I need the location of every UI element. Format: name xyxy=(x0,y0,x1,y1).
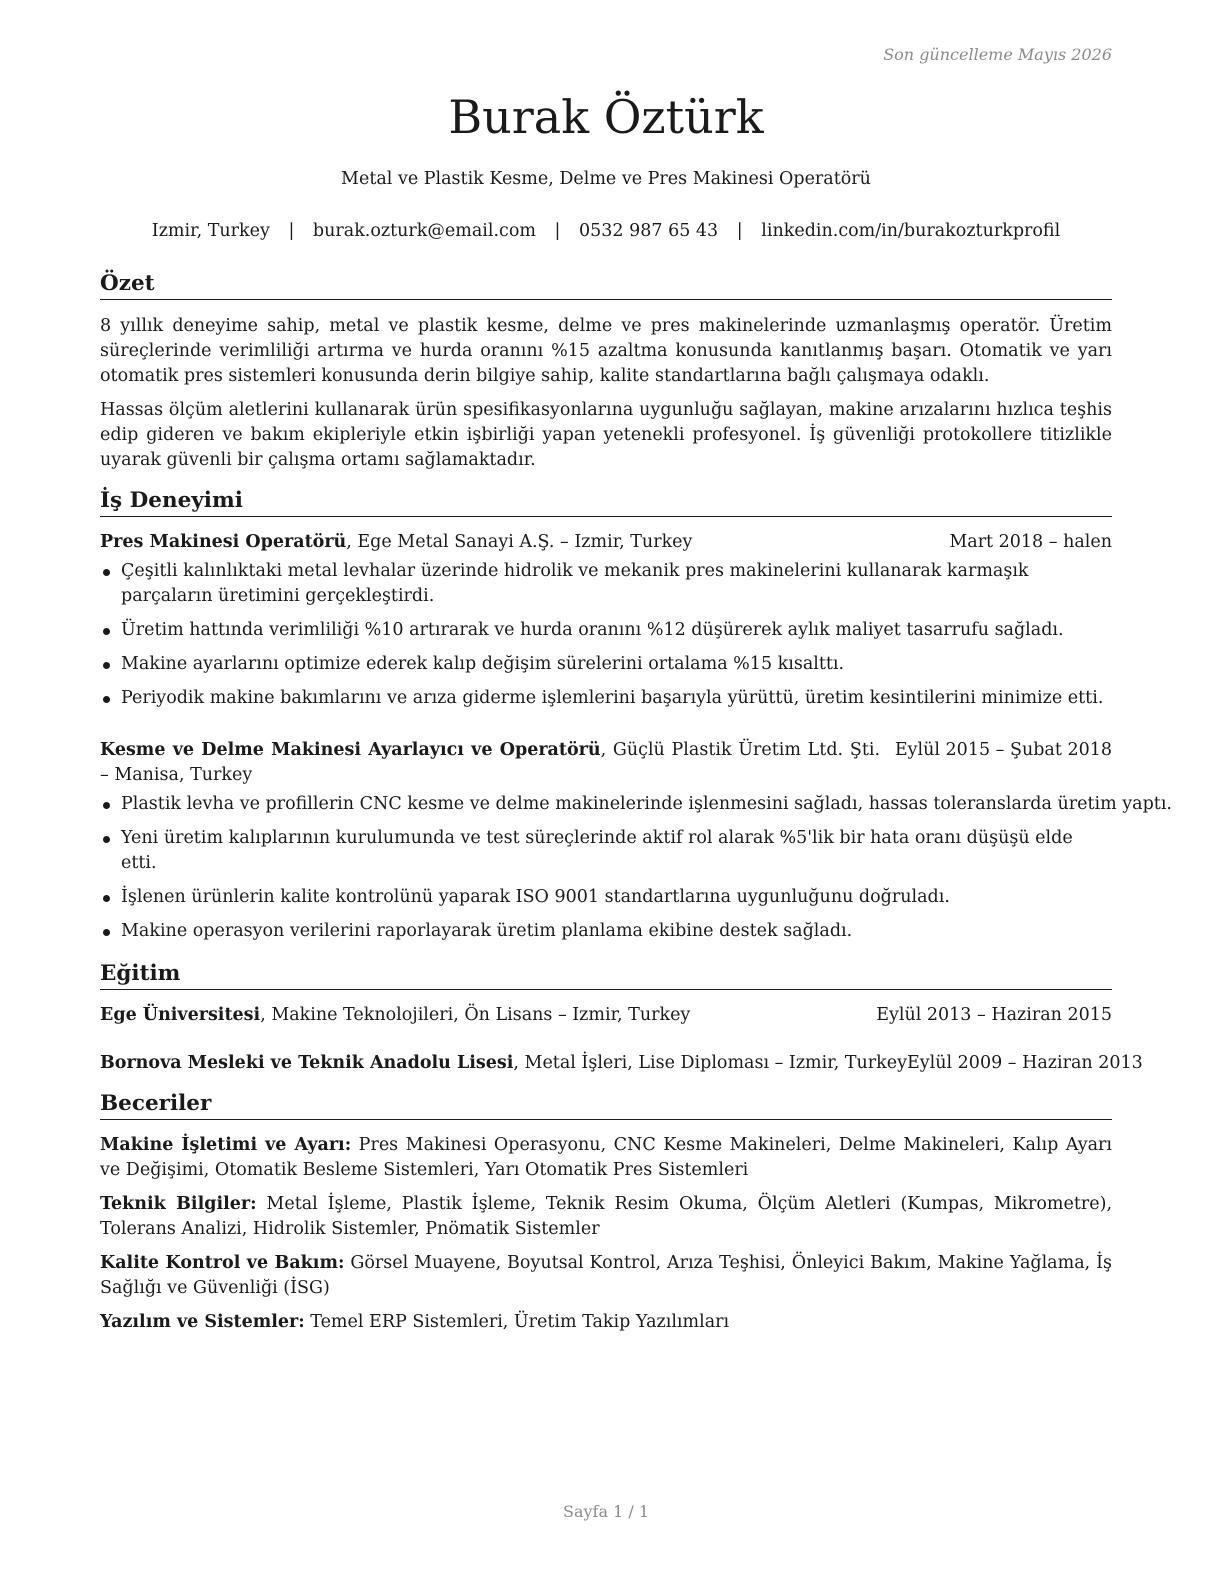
school-details: , Metal İşleri, Lise Diploması – Izmir, Turkey xyxy=(513,1053,907,1073)
education-heading xyxy=(100,1051,907,1076)
contact-phone: 0532 987 65 43 xyxy=(579,221,719,241)
skill-text: Pres Makinesi Operasyonu, CNC Kesme Makineleri, Delme Makineleri, Kalıp Ayarı ve Değişimi, Otomatik Besleme Sistemleri, Yarı Otomatik Pres Sistemleri xyxy=(100,1135,1112,1180)
resume-content xyxy=(100,270,1172,1335)
list-item xyxy=(100,919,1112,944)
job-header xyxy=(100,738,1112,788)
section-title-experience: İş Deneyimi xyxy=(100,487,1112,517)
candidate-name: Burak Öztürk xyxy=(448,90,764,144)
contact-email[interactable]: burak.ozturk@email.com xyxy=(312,221,536,241)
bullet-text: Periyodik makine bakımlarını ve arıza giderme işlemlerini başarıyla yürüttü, üretim kesintilerini minimize etti. xyxy=(121,688,1104,708)
bullet-icon xyxy=(103,628,110,635)
bullet-icon xyxy=(103,696,110,703)
skill-text: Görsel Muayene, Boyutsal Kontrol, Arıza Teşhisi, Önleyici Bakım, Makine Yağlama, İş Sağlığı ve Güvenliği (İSG) xyxy=(100,1253,1113,1298)
bullet-icon xyxy=(103,802,110,809)
bullet-text: Makine ayarlarını optimize ederek kalıp değişim sürelerini ortalama %15 kısalttı. xyxy=(121,654,845,674)
skill-label: Makine İşletimi ve Ayarı: xyxy=(100,1135,352,1155)
contact-separator: | xyxy=(288,221,295,241)
contact-separator: | xyxy=(554,221,561,241)
school-name: Ege Üniversitesi xyxy=(100,1005,261,1025)
list-item xyxy=(100,826,1112,876)
list-item xyxy=(100,618,1112,643)
list-item xyxy=(100,792,1172,817)
education-heading xyxy=(100,1003,690,1028)
section-title-skills: Beceriler xyxy=(100,1090,1112,1120)
job-dates: Mart 2018 – halen xyxy=(949,532,1112,552)
education-item xyxy=(100,1003,1112,1028)
bullet-icon xyxy=(103,929,110,936)
list-item xyxy=(100,559,1112,609)
job-company: , Ege Metal Sanayi A.Ş. – Izmir, Turkey xyxy=(346,532,693,552)
bullet-icon xyxy=(103,569,110,576)
contact-location: Izmir, Turkey xyxy=(151,221,270,241)
bullet-text: Plastik levha ve profillerin CNC kesme ve delme makinelerinde işlenmesini sağladı, hassas toleranslarda üretim yaptı. xyxy=(121,794,1172,814)
list-item xyxy=(100,686,1112,711)
page-number: Sayfa 1 / 1 xyxy=(562,1502,649,1521)
bullet-icon xyxy=(103,662,110,669)
contact-separator: | xyxy=(736,221,743,241)
bullet-text: Makine operasyon verilerini raporlayarak üretim planlama ekibine destek sağladı. xyxy=(121,921,853,941)
bullet-text: İşlenen ürünlerin kalite kontrolünü yaparak ISO 9001 standartlarına uygunluğunu doğruladı. xyxy=(121,887,950,907)
skill-label: Kalite Kontrol ve Bakım: xyxy=(100,1253,345,1273)
contact-linkedin[interactable]: linkedin.com/in/burakozturkprofil xyxy=(761,221,1061,241)
summary-paragraph: Hassas ölçüm aletlerini kullanarak ürün spesifikasyonlarına uygunluğu sağlayan, makine arızalarını hızlıca teşhis edip gideren ve bakım ekipleriyle etkin işbirliği yapan yetenekli profesyonel. İş güvenliği protokollere titizlikle uyarak güvenli bir çalışma ortamı sağlamaktadır. xyxy=(100,400,1112,470)
education-item xyxy=(100,1051,1143,1076)
list-item xyxy=(100,652,1112,677)
bullet-icon xyxy=(103,895,110,902)
contact-line xyxy=(100,220,1112,242)
bullet-text: Yeni üretim kalıplarının kurulumunda ve test süreçlerinde aktif rol alarak %5'lik bir hata oranı düşüşü elde etti. xyxy=(121,828,1073,873)
job-bullets xyxy=(100,792,1172,944)
school-details: , Makine Teknolojileri, Ön Lisans – Izmir, Turkey xyxy=(260,1005,691,1025)
resume-page xyxy=(100,0,1172,1584)
job-company: , Güçlü Plastik Üretim Ltd. Şti. – Manisa, Turkey xyxy=(100,740,881,785)
list-item xyxy=(100,885,1112,910)
school-name: Bornova Mesleki ve Teknik Anadolu Lisesi xyxy=(100,1053,514,1073)
skill-group xyxy=(100,1133,1112,1183)
skill-text: Metal İşleme, Plastik İşleme, Teknik Resim Okuma, Ölçüm Aletleri (Kumpas, Mikrometre), Tolerans Analizi, Hidrolik Sistemler, Pnömatik Sistemler xyxy=(100,1194,1113,1239)
job-header xyxy=(100,530,1112,555)
job-bullets xyxy=(100,559,1112,711)
job-role: Kesme ve Delme Makinesi Ayarlayıcı ve Operatörü xyxy=(100,740,601,760)
bullet-text: Üretim hattında verimliliği %10 artırarak ve hurda oranını %12 düşürerek aylık maliyet tasarrufu sağladı. xyxy=(121,620,1064,640)
job-heading xyxy=(100,530,692,555)
bullet-icon xyxy=(103,836,110,843)
skill-label: Yazılım ve Sistemler: xyxy=(100,1312,305,1332)
skill-group xyxy=(100,1310,1112,1335)
last-updated: Son güncelleme Mayıs 2026 xyxy=(883,45,1112,64)
skill-label: Teknik Bilgiler: xyxy=(100,1194,257,1214)
skill-group xyxy=(100,1251,1112,1301)
job-dates: Eylül 2015 – Şubat 2018 xyxy=(894,740,1112,760)
job-title: Metal ve Plastik Kesme, Delme ve Pres Makinesi Operatörü xyxy=(341,169,871,189)
job-heading xyxy=(100,738,880,788)
skill-text: Temel ERP Sistemleri, Üretim Takip Yazılımları xyxy=(304,1312,730,1332)
skill-group xyxy=(100,1192,1112,1242)
section-title-education: Eğitim xyxy=(100,960,1112,990)
section-title-summary: Özet xyxy=(100,270,1112,300)
education-dates: Eylül 2013 – Haziran 2015 xyxy=(876,1005,1112,1025)
summary-paragraph: 8 yıllık deneyime sahip, metal ve plastik kesme, delme ve pres makinelerinde uzmanlaşmış operatör. Üretim süreçlerinde verimliliği artırma ve hurda oranını %15 azaltma konusunda kanıtlanmış başarı. Otomatik ve yarı otomatik pres sistemleri konusunda derin bilgiye sahip, kalite standartlarına bağlı çalışmaya odaklı. xyxy=(100,316,1112,386)
bullet-text: Çeşitli kalınlıktaki metal levhalar üzerinde hidrolik ve mekanik pres makinelerini kullanarak karmaşık parçaların üretimini gerçekleştirdi. xyxy=(121,561,1029,606)
job-role: Pres Makinesi Operatörü xyxy=(100,532,347,552)
education-dates: Eylül 2009 – Haziran 2013 xyxy=(906,1053,1143,1073)
